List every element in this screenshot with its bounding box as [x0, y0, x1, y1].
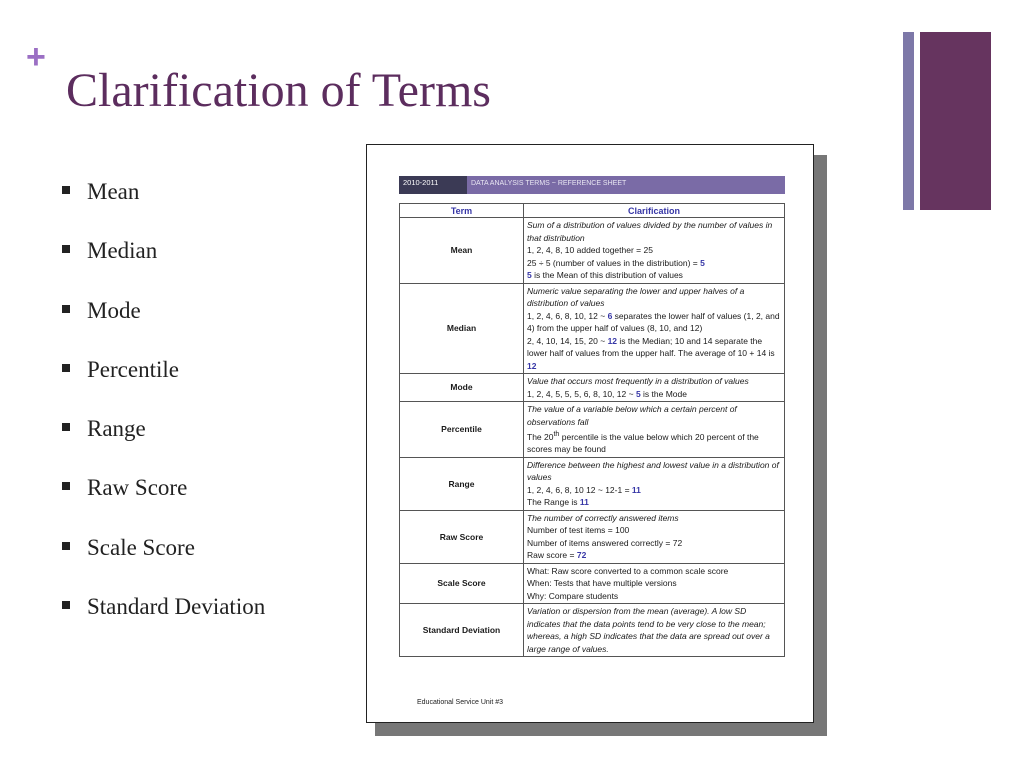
table-row — [400, 604, 785, 657]
table-row — [400, 374, 785, 402]
table-row — [400, 457, 785, 510]
definition-text: Numeric value separating the lower and upper halves of a distribution of values — [527, 285, 745, 308]
clarification-cell — [524, 218, 785, 284]
example-line: What: Raw score converted to a common scale score — [527, 565, 729, 576]
bullet-item — [62, 413, 265, 472]
definition-text: Sum of a distribution of values divided by the number of values in that distribution — [527, 220, 773, 243]
definition-text: The number of correctly answered items — [527, 512, 679, 523]
sheet-header — [399, 176, 785, 194]
column-header-term: Term — [400, 204, 524, 218]
plus-icon: + — [26, 38, 46, 76]
highlight-value: 72 — [576, 550, 587, 561]
sheet-footer: Educational Service Unit #3 — [417, 699, 503, 706]
sheet-title: DATA ANALYSIS TERMS ~ REFERENCE SHEET — [471, 180, 627, 187]
highlight-value: 12 — [527, 360, 537, 371]
example-line: 1, 2, 4, 5, 5, 5, 6, 8, 10, 12 ~ 5 is the Mode — [527, 388, 687, 399]
bullet-square-icon — [62, 601, 70, 609]
term-cell: Standard Deviation — [400, 604, 524, 657]
bullet-item — [62, 176, 265, 235]
bullet-item — [62, 591, 265, 650]
bullet-item — [62, 354, 265, 413]
highlight-value: 5 — [700, 257, 705, 268]
clarification-cell — [524, 563, 785, 604]
clarification-cell — [524, 402, 785, 458]
bullet-square-icon — [62, 305, 70, 313]
highlight-value: 12 — [607, 335, 618, 346]
example-line: 1, 2, 4, 8, 10 added together = 25 — [527, 245, 653, 255]
term-cell: Raw Score — [400, 510, 524, 563]
definition-text: Variation or dispersion from the mean (average). A low SD indicates that the data points tend to be very close to the mean; whereas, a high SD indicates that the data are spread out over a large range of values. — [527, 606, 770, 654]
column-header-clarification: Clarification — [524, 204, 785, 218]
example-line: Number of test items = 100 — [527, 525, 630, 536]
highlight-value: 5 — [527, 270, 532, 280]
example-line: 25 ÷ 5 (number of values in the distribution) = 5 — [527, 257, 705, 268]
example-line: The 20th percentile is the value below which 20 percent of the scores may be found — [527, 430, 759, 455]
example-line: Raw score = 72 — [527, 550, 587, 561]
bullet-text: Percentile — [87, 356, 179, 382]
bullet-square-icon — [62, 245, 70, 253]
sheet-year: 2010-2011 — [399, 176, 467, 194]
bullet-text: Mean — [87, 179, 140, 204]
bullet-text: Scale Score — [87, 534, 195, 560]
bullet-text: Median — [87, 238, 158, 264]
example-line: When: Tests that have multiple versions — [527, 578, 677, 589]
clarification-cell — [524, 457, 785, 510]
decorative-bar-thick — [920, 32, 991, 210]
bullet-square-icon — [62, 423, 70, 431]
example-line: 2, 4, 10, 14, 15, 20 ~ 12 is the Median; 10 and 14 separate the lower half of values from the upper half. The average of 10 + 14 is 12 — [527, 335, 775, 371]
bullet-square-icon — [62, 542, 70, 550]
definition-text: The value of a variable below which a certain percent of observations fall — [527, 404, 737, 427]
clarification-cell — [524, 283, 785, 374]
table-row — [400, 510, 785, 563]
example-line: The Range is 11 — [527, 497, 589, 508]
bullet-square-icon — [62, 482, 70, 490]
term-cell: Mean — [400, 218, 524, 284]
bullet-item — [62, 235, 265, 294]
table-row — [400, 283, 785, 374]
clarification-cell — [524, 374, 785, 402]
table-row — [400, 402, 785, 458]
table-row — [400, 563, 785, 604]
table-header-row — [400, 204, 785, 218]
definition-text: Value that occurs most frequently in a distribution of values — [527, 376, 749, 386]
bullet-square-icon — [62, 186, 70, 194]
definition-text: Difference between the highest and lowest value in a distribution of values — [527, 459, 779, 483]
highlight-value: 5 — [635, 388, 641, 399]
example-line: 1, 2, 4, 6, 8, 10 12 ~ 12-1 = 11 — [527, 484, 641, 495]
bullet-text: Raw Score — [87, 475, 188, 501]
highlight-value: 6 — [607, 310, 613, 321]
decorative-bar-thin — [903, 32, 914, 210]
bullet-text: Range — [87, 416, 146, 442]
term-cell: Range — [400, 457, 524, 510]
bullet-item — [62, 472, 265, 531]
reference-sheet-image — [366, 144, 814, 723]
table-row — [400, 218, 785, 284]
slide-title: Clarification of Terms — [66, 64, 491, 117]
bullet-square-icon — [62, 364, 70, 372]
example-line: 1, 2, 4, 6, 8, 10, 12 ~ 6 separates the lower half of values (1, 2, and 4) from the upper half of values (8, 10, and 12) — [527, 310, 780, 333]
bullet-item — [62, 295, 265, 354]
bullet-list — [62, 176, 265, 650]
bullet-item — [62, 532, 265, 591]
bullet-text: Mode — [87, 297, 141, 323]
clarification-cell — [524, 604, 785, 657]
highlight-value: 11 — [631, 484, 641, 495]
clarification-cell — [524, 510, 785, 563]
term-cell: Mode — [400, 374, 524, 402]
term-cell: Scale Score — [400, 563, 524, 604]
term-cell: Percentile — [400, 402, 524, 458]
example-line: Why: Compare students — [527, 590, 619, 601]
example-line: 5 is the Mean of this distribution of values — [527, 270, 683, 280]
bullet-text: Standard Deviation — [87, 594, 266, 620]
highlight-value: 11 — [579, 497, 589, 508]
example-line: Number of items answered correctly = 72 — [527, 537, 683, 548]
term-cell: Median — [400, 283, 524, 374]
terms-table — [399, 203, 785, 657]
